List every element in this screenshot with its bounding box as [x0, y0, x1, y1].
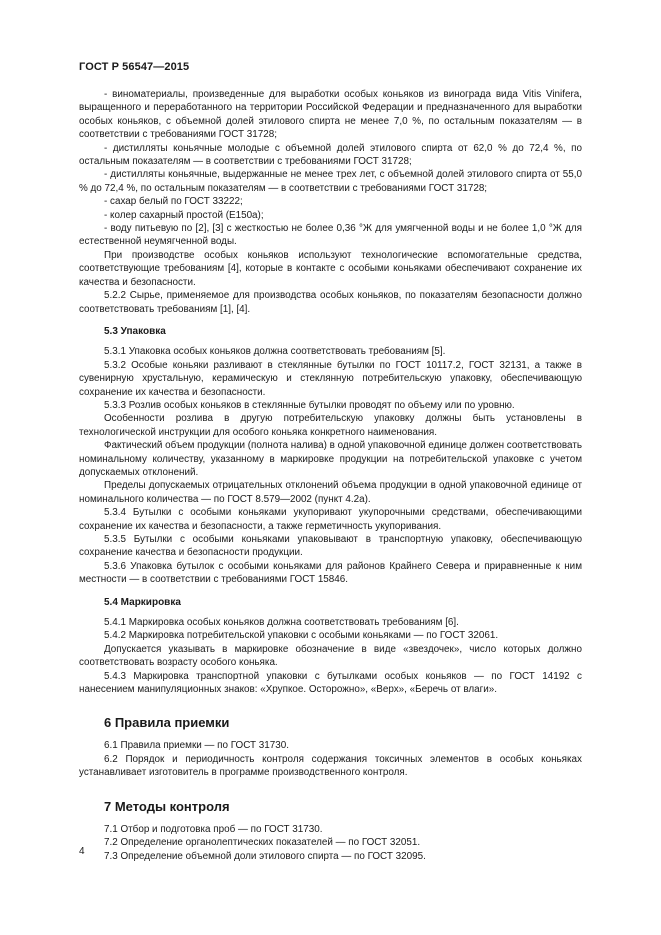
paragraph: - колер сахарный простой (Е150а); [104, 209, 264, 221]
paragraph: - воду питьевую по [2], [3] с жесткостью не более 0,36 °Ж для умягченной воды и не более 1,0 °Ж для естественной неумягченной воды. [79, 223, 582, 248]
paragraph: 5.4.2 Маркировка потребительской упаковки с особыми коньяками — по ГОСТ 32061. [104, 630, 499, 642]
paragraph: 7.3 Определение объемной доли этилового спирта — по ГОСТ 32095. [104, 850, 426, 862]
paragraph: 5.3.3 Розлив особых коньяков в стеклянные бутылки проводят по объему или по уровню. [104, 399, 515, 411]
document-code-header: ГОСТ Р 56547—2015 [79, 61, 190, 73]
document-body [79, 88, 582, 863]
paragraph: Допускается указывать в маркировке обозначение в виде «звездочек», число которых должно соответствовать возрасту особого коньяка. [79, 643, 582, 669]
paragraph: - дистилляты коньячные молодые с объемной долей этилового спирта от 62,0 % до 72,4 %, по остальным показателям — в соответствии с требованиями ГОСТ 31728; [79, 142, 582, 168]
paragraph: 5.3.5 Бутылки с особыми коньяками упаковывают в транспортную упаковку, обеспечивающую сохранение качества и безопасности продукции. [79, 534, 582, 559]
paragraph: Особенности розлива в другую потребительскую упаковку должны быть установлены в технологической инструкции для особого коньяка конкретного наименования. [79, 413, 582, 438]
paragraph: При производстве особых коньяков используют технологические вспомогательные средства, соответствующие требованиям [4], которые в контакте с особыми коньяками обеспечивают сохранение их качества и безопасности. [79, 249, 582, 288]
paragraph: 5.3.4 Бутылки с особыми коньяками укупоривают укупорочными средствами, обеспечивающими сохранение их качества и безопасности, а также герметичность укупоривания. [79, 507, 582, 532]
paragraph: 5.3.2 Особые коньяки разливают в стеклянные бутылки по ГОСТ 10117.2, ГОСТ 32131, а также в сувенирную хрустальную, керамическую и стеклянную потребительскую упаковку, обеспечивающую сохранение их качества и безопасности. [79, 359, 582, 398]
paragraph: - дистилляты коньячные, выдержанные не менее трех лет, с объемной долей этилового спирта от 55,0 % до 72,4 %, по остальным показателям — в соответствии с требованиями ГОСТ 31728; [79, 169, 582, 194]
paragraph: 7.2 Определение органолептических показателей — по ГОСТ 32051. [104, 837, 421, 849]
paragraph: 6.2 Порядок и периодичность контроля содержания токсичных элементов в особых коньяках устанавливает изготовитель в программе производственного контроля. [79, 753, 582, 779]
paragraph: Пределы допускаемых отрицательных отклонений объема продукции в одной упаковочной единице от номинального количества — по ГОСТ 8.579—2002 (пункт 4.2а). [79, 480, 582, 505]
paragraph: - виноматериалы, произведенные для выработки особых коньяков из винограда вида Vitis Vinifera, выращенного и переработанного на территории Российской Федерации и предназначенного для выработки особых коньяков, с объемной долей этилового спирта не менее 7,0 %, по остальным показателям — в соответствии с требованиями ГОСТ 31728; [79, 89, 582, 141]
paragraph: Фактический объем продукции (полнота налива) в одной упаковочной единице должен соответствовать номинальному количеству, указанному в маркировке продукции на потребительской упаковке с учетом допускаемых отклонений. [79, 440, 582, 478]
paragraph: 5.4.3 Маркировка транспортной упаковки с бутылками особых коньяков — по ГОСТ 14192 с нанесением манипуляционных знаков: «Хрупкое. Осторожно», «Верх», «Беречь от влаги». [79, 670, 582, 696]
section-heading-acceptance-rules: 6 Правила приемки [104, 715, 230, 731]
section-heading-control-methods: 7 Методы контроля [104, 798, 230, 814]
paragraph: 5.2.2 Сырье, применяемое для производства особых коньяков, по показателям безопасности должно соответствовать требованиям [1], [4]. [79, 290, 582, 315]
page-number: 4 [79, 846, 85, 857]
paragraph: 5.4.1 Маркировка особых коньяков должна соответствовать требованиям [6]. [104, 617, 459, 629]
paragraph: 7.1 Отбор и подготовка проб — по ГОСТ 31730. [104, 823, 323, 835]
paragraph: 5.3.1 Упаковка особых коньяков должна соответствовать требованиям [5]. [104, 346, 446, 358]
paragraph: 5.3.6 Упаковка бутылок с особыми коньяками для районов Крайнего Севера и приравненные к ним местности — в соответствии с требованиями ГОСТ 15846. [79, 560, 582, 586]
paragraph: 6.1 Правила приемки — по ГОСТ 31730. [104, 740, 289, 752]
section-heading-packaging: 5.3 Упаковка [104, 325, 166, 337]
section-heading-marking: 5.4 Маркировка [104, 596, 181, 608]
paragraph: - сахар белый по ГОСТ 33222; [104, 196, 243, 208]
